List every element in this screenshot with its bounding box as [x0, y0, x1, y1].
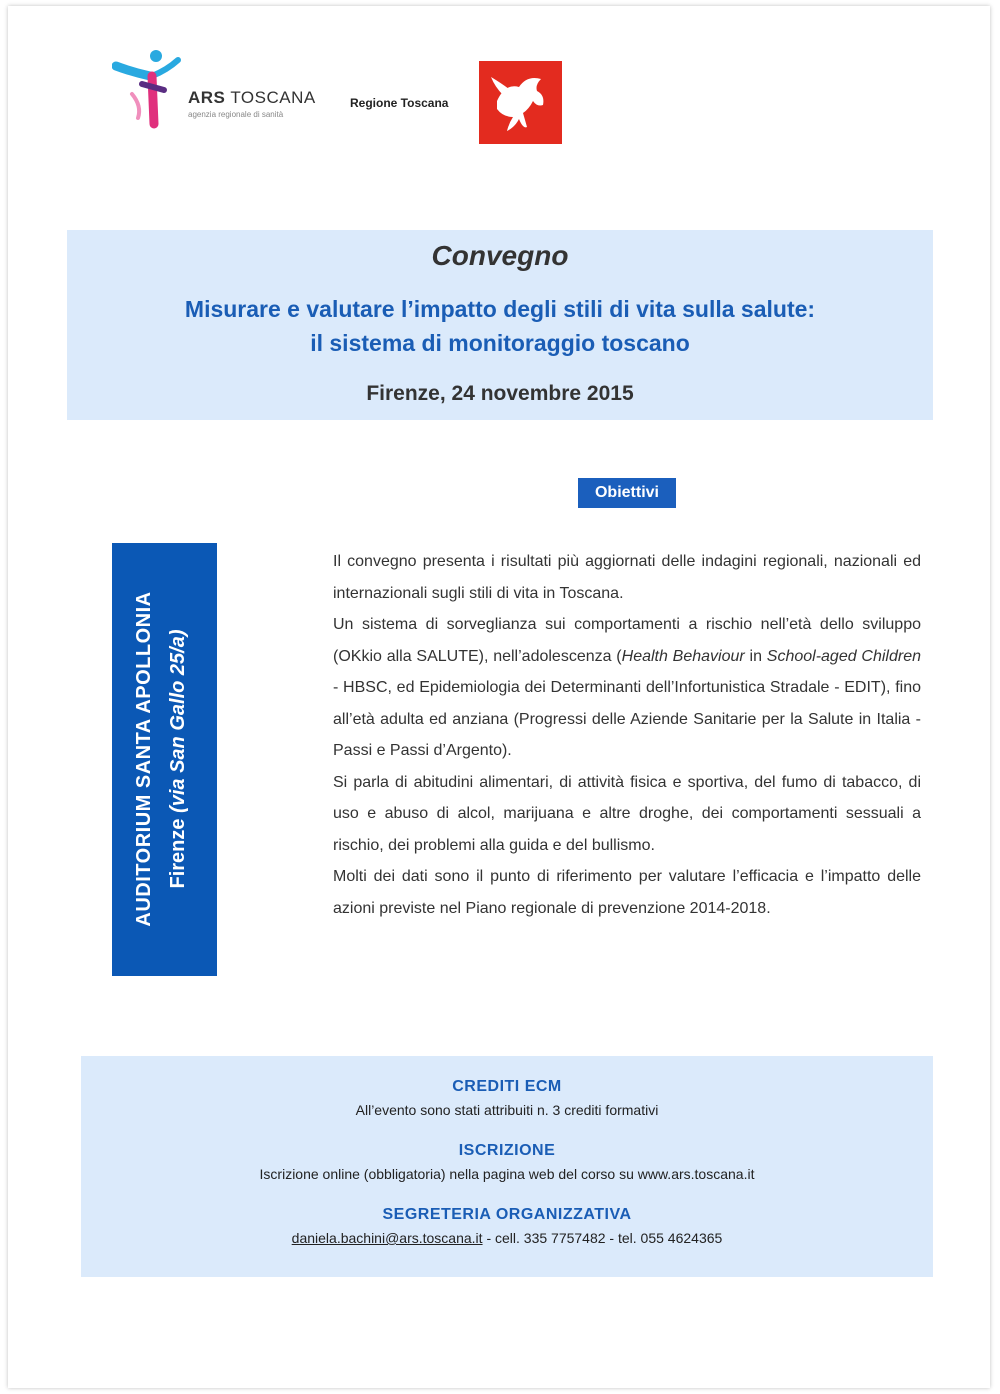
ars-subtitle: agenzia regionale di sanità: [188, 110, 284, 119]
body-paragraph: Si parla di abitudini alimentari, di attività fisica e sportiva, del fumo di tabacco, di uso e abuso di alcol, marijuana e altre droghe, dei comportamenti sessuali a rischio, dei problemi alla guida e del bullismo.: [333, 773, 921, 854]
body-paragraph: Un sistema di sorveglianza sui comportamenti a rischio nell’età dello sviluppo (OKkio alla SALUTE), nell’adolescenza (Health Behaviour in School-aged Children - HBSC, ed Epidemiologia dei Determinanti dell’Infortunistica Stradale - EDIT), fino all’età adulta ed anziana (Progressi delle Aziende Sanitarie per la Salute in Italia - Passi e Passi d’Argento).: [333, 616, 922, 759]
regione-toscana-pegasus-emblem: [479, 61, 562, 144]
secretariat-phone-numbers: - cell. 335 7757482 - tel. 055 4624365: [482, 1230, 723, 1246]
venue-text: [130, 543, 198, 976]
ars-wordmark: ARS TOSCANA: [188, 88, 316, 107]
body-paragraph: Molti dei dati sono il punto di riferimento per valutare l’efficacia e l’impatto delle azioni previste nel Piano regionale di prevenzione 2014-2018.: [333, 868, 921, 917]
venue-address: (via San Gallo 25/a): [167, 629, 189, 813]
objectives-label: Obiettivi: [578, 478, 676, 508]
body-paragraph: Il convegno presenta i risultati più aggiornati delle indagini regionali, nazionali ed internazionali sugli stili di vita in Toscana.: [333, 553, 921, 602]
registration-text: Iscrizione online (obbligatoria) nella pagina web del corso su www.ars.toscana.it: [259, 1166, 755, 1182]
event-title: [67, 292, 933, 360]
event-title-line1: Misurare e valutare l’impatto degli stili di vita sulla salute:: [184, 296, 816, 322]
venue-name: AUDITORIUM SANTA APOLLONIA: [133, 591, 155, 927]
objectives-body: [333, 546, 921, 924]
secretariat-heading: SEGRETERIA ORGANIZZATIVA: [382, 1206, 632, 1223]
event-date: Firenze, 24 novembre 2015: [366, 382, 634, 405]
event-title-line2: il sistema di monitoraggio toscano: [310, 330, 690, 356]
event-type-heading: Convegno: [431, 240, 569, 271]
credits-heading: CREDITI ECM: [452, 1078, 562, 1095]
credits-text: All’evento sono stati attribuiti n. 3 crediti formativi: [355, 1102, 659, 1118]
venue-city: Firenze: [167, 818, 189, 889]
secretariat-contacts: [81, 1230, 933, 1246]
registration-heading: ISCRIZIONE: [458, 1142, 556, 1159]
venue-bar: [112, 543, 217, 976]
regione-toscana-label: Regione Toscana: [350, 96, 449, 110]
secretariat-email-link[interactable]: daniela.bachini@ars.toscana.it: [291, 1230, 483, 1246]
venue-address-line: [158, 543, 198, 976]
